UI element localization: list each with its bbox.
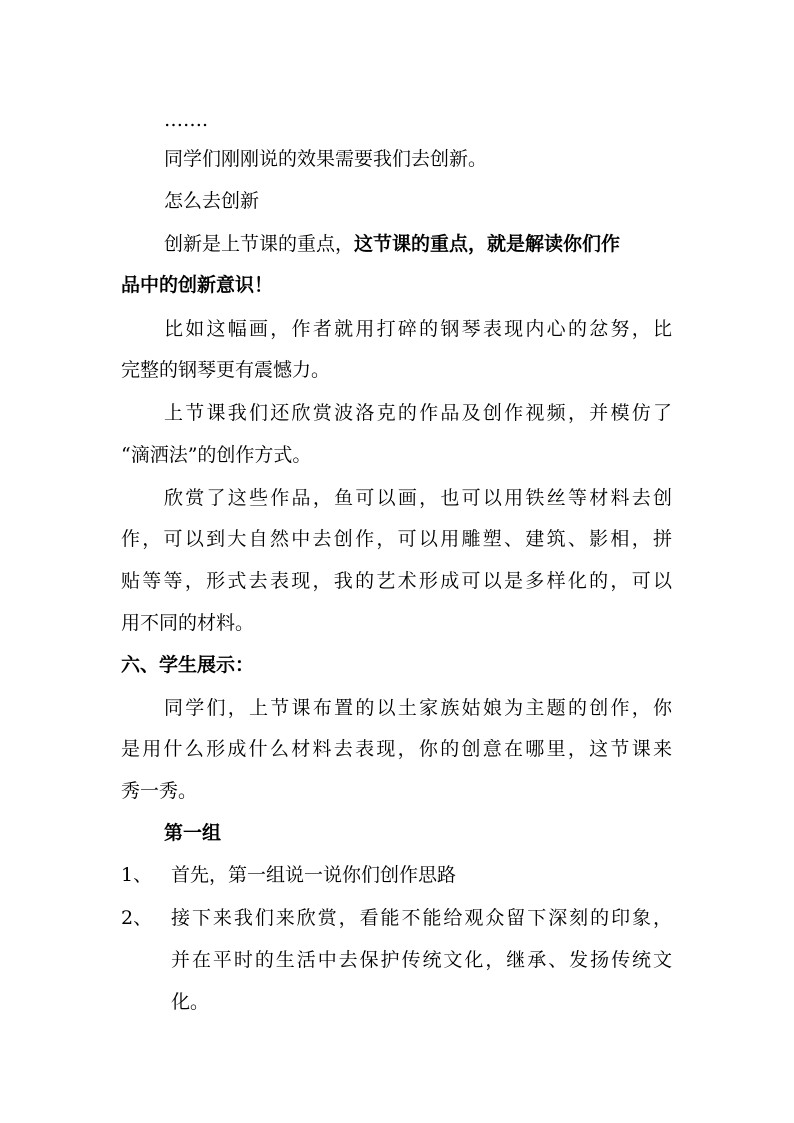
paragraph-line: 是用什么形成什么材料去表现，你的创意在哪里，这节课来 — [121, 738, 672, 760]
list-item-text: 首先，第一组说一说你们创作思路 — [171, 864, 457, 886]
list-item-text: 化。 — [171, 991, 210, 1013]
plain-text: 创新是上节课的重点， — [164, 233, 355, 255]
paragraph-line: 秀一秀。 — [121, 780, 198, 802]
list-item-text: 并在平时的生活中去保护传统文化，继承、发扬传统文 — [171, 949, 672, 971]
paragraph-line: 贴等等，形式去表现，我的艺术形成可以是多样化的，可以 — [121, 570, 672, 592]
paragraph-line-bold: 品中的创新意识！ — [121, 274, 274, 296]
list-item-text: 接下来我们来欣赏，看能不能给观众留下深刻的印象， — [171, 907, 672, 929]
group-heading: 第一组 — [164, 822, 222, 844]
paragraph-line: 怎么去创新 — [164, 190, 260, 212]
list-number: 2、 — [121, 907, 153, 929]
paragraph-line: 同学们刚刚说的效果需要我们去创新。 — [164, 148, 488, 170]
ellipsis-line: ……. — [164, 109, 209, 131]
paragraph-line: 欣赏了这些作品，鱼可以画，也可以用铁丝等材料去创 — [164, 487, 672, 509]
paragraph-line: 作，可以到大自然中去创作，可以用雕塑、建筑、影相，拼 — [121, 528, 672, 550]
bold-text: 这节课的重点，就是解读你们作 — [354, 233, 621, 255]
paragraph-line — [164, 232, 620, 256]
section-heading: 六、学生展示： — [121, 654, 255, 676]
list-number: 1、 — [121, 864, 153, 886]
paragraph-line: 比如这幅画，作者就用打碎的钢琴表现内心的忿努，比 — [164, 318, 672, 340]
paragraph-line: “滴洒法”的创作方式。 — [121, 444, 312, 466]
paragraph-line: 完整的钢琴更有震憾力。 — [121, 359, 331, 381]
paragraph-line: 上节课我们还欣赏波洛克的作品及创作视频，并模仿了 — [164, 402, 672, 424]
paragraph-line: 用不同的材料。 — [121, 612, 255, 634]
paragraph-line: 同学们，上节课布置的以土家族姑娘为主题的创作，你 — [164, 697, 672, 719]
